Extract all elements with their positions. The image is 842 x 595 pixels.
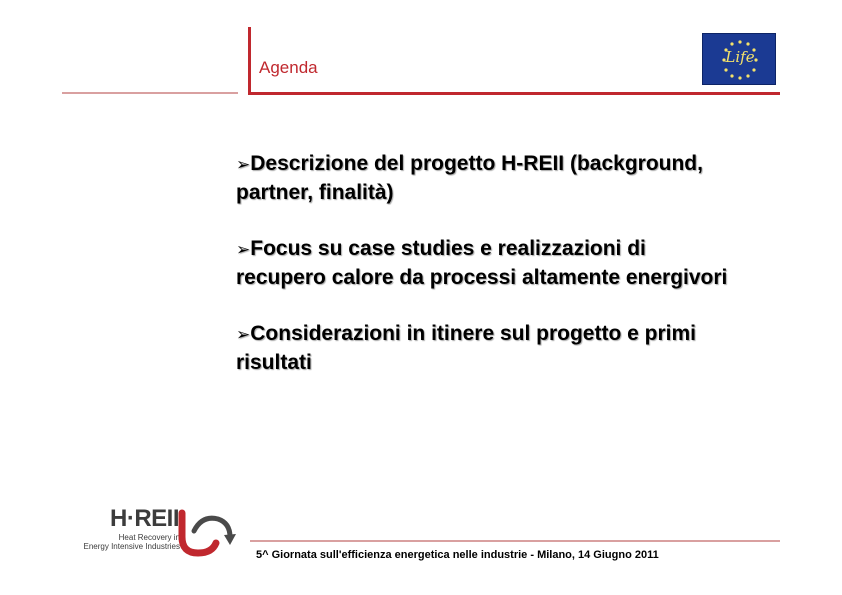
agenda-item [236, 235, 736, 292]
header-divider-left [62, 92, 238, 94]
hreii-logo [80, 503, 245, 559]
footer-divider [250, 540, 780, 542]
slide-title: Agenda [259, 58, 318, 77]
header-divider-vertical [248, 27, 251, 95]
agenda-item-text: Descrizione del progetto H-REII (background, partner, finalità) [236, 152, 703, 204]
eu-life-logo [702, 33, 776, 85]
hreii-logo-name: H·REII [110, 505, 179, 532]
footer-text: 5^ Giornata sull'efficienza energetica nelle industrie - Milano, 14 Giugno 2011 [256, 549, 659, 561]
agenda-list [236, 150, 736, 405]
agenda-item [236, 150, 736, 207]
heat-recovery-arrow-icon [172, 507, 238, 557]
agenda-item [236, 320, 736, 377]
hreii-logo-tagline-1: Heat Recovery in [118, 533, 180, 542]
agenda-item-text: Considerazioni in itinere sul progetto e primi risultati [236, 322, 696, 374]
arrow-bullet-icon: ➢ [236, 240, 251, 260]
header-divider-main [248, 92, 780, 95]
hreii-logo-tagline-2: Energy Intensive Industries [83, 542, 180, 551]
life-logo-text: Life [725, 48, 755, 66]
agenda-item-text: Focus su case studies e realizzazioni di recupero calore da processi altamente energivori [236, 237, 728, 289]
arrow-bullet-icon: ➢ [236, 325, 251, 345]
arrow-bullet-icon: ➢ [236, 155, 251, 175]
